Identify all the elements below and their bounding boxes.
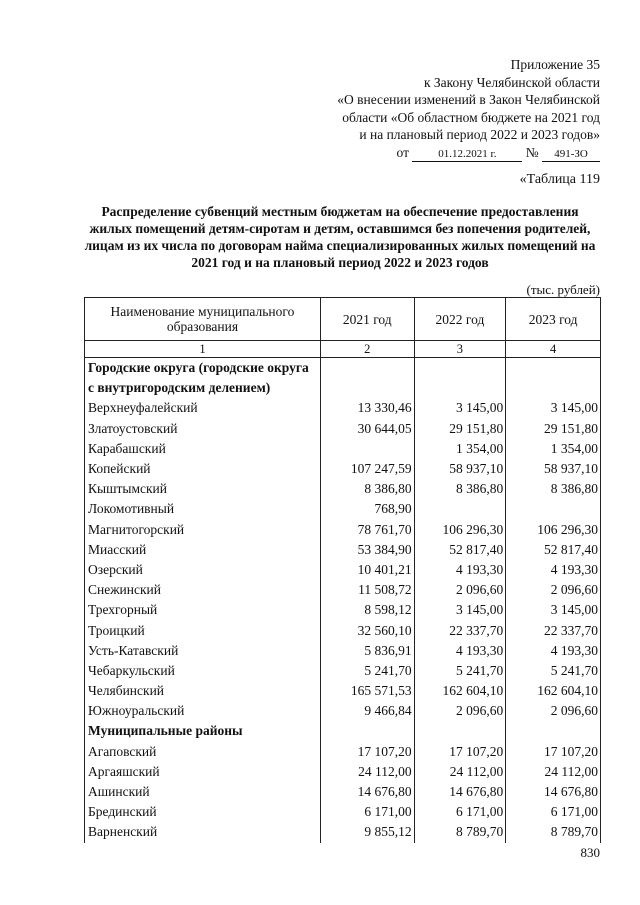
table-row — [85, 439, 601, 459]
table-row — [85, 701, 601, 721]
value-2021: 8 598,12 — [320, 600, 414, 620]
value-2021: 17 107,20 — [320, 742, 414, 762]
header-line: Приложение 35 — [510, 57, 600, 72]
value-2023: 3 145,00 — [506, 398, 601, 418]
table-row — [85, 540, 601, 560]
municipality-name: Варненский — [85, 822, 321, 842]
table-row — [85, 762, 601, 782]
municipality-name: Трехгорный — [85, 600, 321, 620]
document-header — [260, 56, 600, 162]
table-label: «Таблица 119 — [519, 172, 600, 187]
value-2021 — [320, 358, 414, 379]
value-2021: 30 644,05 — [320, 419, 414, 439]
value-2023 — [506, 499, 601, 519]
table-header-row — [85, 298, 601, 341]
value-2023: 1 354,00 — [506, 439, 601, 459]
municipality-name: Снежинский — [85, 580, 321, 600]
value-2021: 11 508,72 — [320, 580, 414, 600]
value-2023 — [506, 721, 601, 741]
number-label: № — [525, 144, 539, 160]
value-2022: 14 676,80 — [414, 782, 506, 802]
value-2021: 32 560,10 — [320, 620, 414, 640]
value-2022: 4 193,30 — [414, 560, 506, 580]
value-2023: 8 386,80 — [506, 479, 601, 499]
page-number: 830 — [580, 845, 600, 860]
municipality-name: Муниципальные районы — [85, 721, 321, 741]
municipality-name: с внутригородским делением) — [85, 378, 321, 398]
municipality-name: Ашинский — [85, 782, 321, 802]
value-2021: 5 836,91 — [320, 641, 414, 661]
municipality-name: Златоустовский — [85, 419, 321, 439]
municipality-name: Озерский — [85, 560, 321, 580]
municipality-name: Городские округа (городские округа — [85, 358, 321, 379]
value-2023: 162 604,10 — [506, 681, 601, 701]
value-2023: 17 107,20 — [506, 742, 601, 762]
value-2022: 162 604,10 — [414, 681, 506, 701]
value-2022: 52 817,40 — [414, 540, 506, 560]
column-header-name: Наименование муниципального образования — [85, 298, 321, 341]
value-2022: 3 145,00 — [414, 600, 506, 620]
municipality-name: Миасский — [85, 540, 321, 560]
municipality-name: Магнитогорский — [85, 520, 321, 540]
municipality-name: Челябинский — [85, 681, 321, 701]
value-2021: 5 241,70 — [320, 661, 414, 681]
value-2021 — [320, 378, 414, 398]
table-row — [85, 398, 601, 418]
municipality-name: Верхнеуфалейский — [85, 398, 321, 418]
table-body — [85, 358, 601, 843]
value-2021: 768,90 — [320, 499, 414, 519]
law-number: 491-ЗО — [542, 148, 600, 162]
value-2021: 8 386,80 — [320, 479, 414, 499]
value-2022: 8 789,70 — [414, 822, 506, 842]
table-row — [85, 681, 601, 701]
table-row — [85, 620, 601, 640]
column-number: 2 — [320, 341, 414, 358]
table-row — [85, 499, 601, 519]
table-row — [85, 479, 601, 499]
value-2022: 4 193,30 — [414, 641, 506, 661]
value-2022: 29 151,80 — [414, 419, 506, 439]
header-line: области «Об областном бюджете на 2021 год — [342, 109, 600, 125]
table-row — [85, 459, 601, 479]
value-2022 — [414, 499, 506, 519]
subsidies-table — [84, 297, 601, 843]
municipality-name: Аргаяшский — [85, 762, 321, 782]
header-line: «О внесении изменений в Закон Челябинской — [337, 92, 600, 107]
municipality-name: Локомотивный — [85, 499, 321, 519]
municipality-name: Усть-Катавский — [85, 641, 321, 661]
value-2023: 24 112,00 — [506, 762, 601, 782]
value-2022: 2 096,60 — [414, 580, 506, 600]
value-2023: 22 337,70 — [506, 620, 601, 640]
document-title: Распределение субвенций местным бюджетам на обеспечение предоставления жилых помещений детям-сиротам и детям, оставшимся без попечения родителей, лицам из их числа по договорам найма специализированных жилых помещений на 2021 год и на плановый период 2022 и 2023 годов — [84, 204, 596, 270]
value-2023: 2 096,60 — [506, 701, 601, 721]
value-2021: 13 330,46 — [320, 398, 414, 418]
value-2023: 6 171,00 — [506, 802, 601, 822]
column-number: 4 — [506, 341, 601, 358]
municipality-name: Чебаркульский — [85, 661, 321, 681]
value-2021 — [320, 721, 414, 741]
table-row — [85, 661, 601, 681]
column-number-row — [85, 341, 601, 358]
municipality-name: Кыштымский — [85, 479, 321, 499]
value-2023 — [506, 378, 601, 398]
table-section-row — [85, 378, 601, 398]
value-2022: 8 386,80 — [414, 479, 506, 499]
value-2022: 17 107,20 — [414, 742, 506, 762]
header-line: и на плановый период 2022 и 2023 годов» — [359, 127, 600, 142]
value-2022: 6 171,00 — [414, 802, 506, 822]
value-2021: 53 384,90 — [320, 540, 414, 560]
value-2021 — [320, 439, 414, 459]
value-2022: 24 112,00 — [414, 762, 506, 782]
value-2022: 5 241,70 — [414, 661, 506, 681]
value-2021: 78 761,70 — [320, 520, 414, 540]
units-label: (тыс. рублей) — [526, 282, 600, 297]
table-row — [85, 560, 601, 580]
table-section-row — [85, 721, 601, 741]
table-row — [85, 641, 601, 661]
value-2022: 106 296,30 — [414, 520, 506, 540]
value-2023: 29 151,80 — [506, 419, 601, 439]
column-header-2022: 2022 год — [414, 298, 506, 341]
municipality-name: Агаповский — [85, 742, 321, 762]
table-row — [85, 802, 601, 822]
column-number: 1 — [85, 341, 321, 358]
value-2023: 58 937,10 — [506, 459, 601, 479]
value-2023: 4 193,30 — [506, 560, 601, 580]
value-2022: 58 937,10 — [414, 459, 506, 479]
table-row — [85, 822, 601, 842]
column-number: 3 — [414, 341, 506, 358]
value-2023: 3 145,00 — [506, 600, 601, 620]
value-2021: 107 247,59 — [320, 459, 414, 479]
value-2021: 9 855,12 — [320, 822, 414, 842]
value-2022: 3 145,00 — [414, 398, 506, 418]
municipality-name: Копейский — [85, 459, 321, 479]
value-2021: 24 112,00 — [320, 762, 414, 782]
table-row — [85, 782, 601, 802]
value-2022: 1 354,00 — [414, 439, 506, 459]
table-row — [85, 520, 601, 540]
value-2022: 22 337,70 — [414, 620, 506, 640]
municipality-name: Южноуральский — [85, 701, 321, 721]
value-2021: 14 676,80 — [320, 782, 414, 802]
header-line: к Закону Челябинской области — [423, 74, 600, 90]
value-2021: 10 401,21 — [320, 560, 414, 580]
value-2023: 8 789,70 — [506, 822, 601, 842]
value-2023: 14 676,80 — [506, 782, 601, 802]
table-row — [85, 419, 601, 439]
column-header-2023: 2023 год — [506, 298, 601, 341]
table-section-row — [85, 358, 601, 379]
value-2023: 106 296,30 — [506, 520, 601, 540]
law-signature-line — [260, 144, 600, 162]
value-2023: 2 096,60 — [506, 580, 601, 600]
table-row — [85, 580, 601, 600]
value-2023: 4 193,30 — [506, 641, 601, 661]
value-2023 — [506, 358, 601, 379]
law-date: 01.12.2021 г. — [412, 148, 522, 162]
value-2021: 165 571,53 — [320, 681, 414, 701]
municipality-name: Троицкий — [85, 620, 321, 640]
value-2023: 5 241,70 — [506, 661, 601, 681]
column-header-2021: 2021 год — [320, 298, 414, 341]
value-2022 — [414, 721, 506, 741]
table-row — [85, 742, 601, 762]
table-row — [85, 600, 601, 620]
value-2021: 9 466,84 — [320, 701, 414, 721]
from-label: от — [396, 144, 409, 160]
value-2022: 2 096,60 — [414, 701, 506, 721]
value-2023: 52 817,40 — [506, 540, 601, 560]
municipality-name: Карабашский — [85, 439, 321, 459]
value-2022 — [414, 358, 506, 379]
municipality-name: Брединский — [85, 802, 321, 822]
value-2021: 6 171,00 — [320, 802, 414, 822]
value-2022 — [414, 378, 506, 398]
